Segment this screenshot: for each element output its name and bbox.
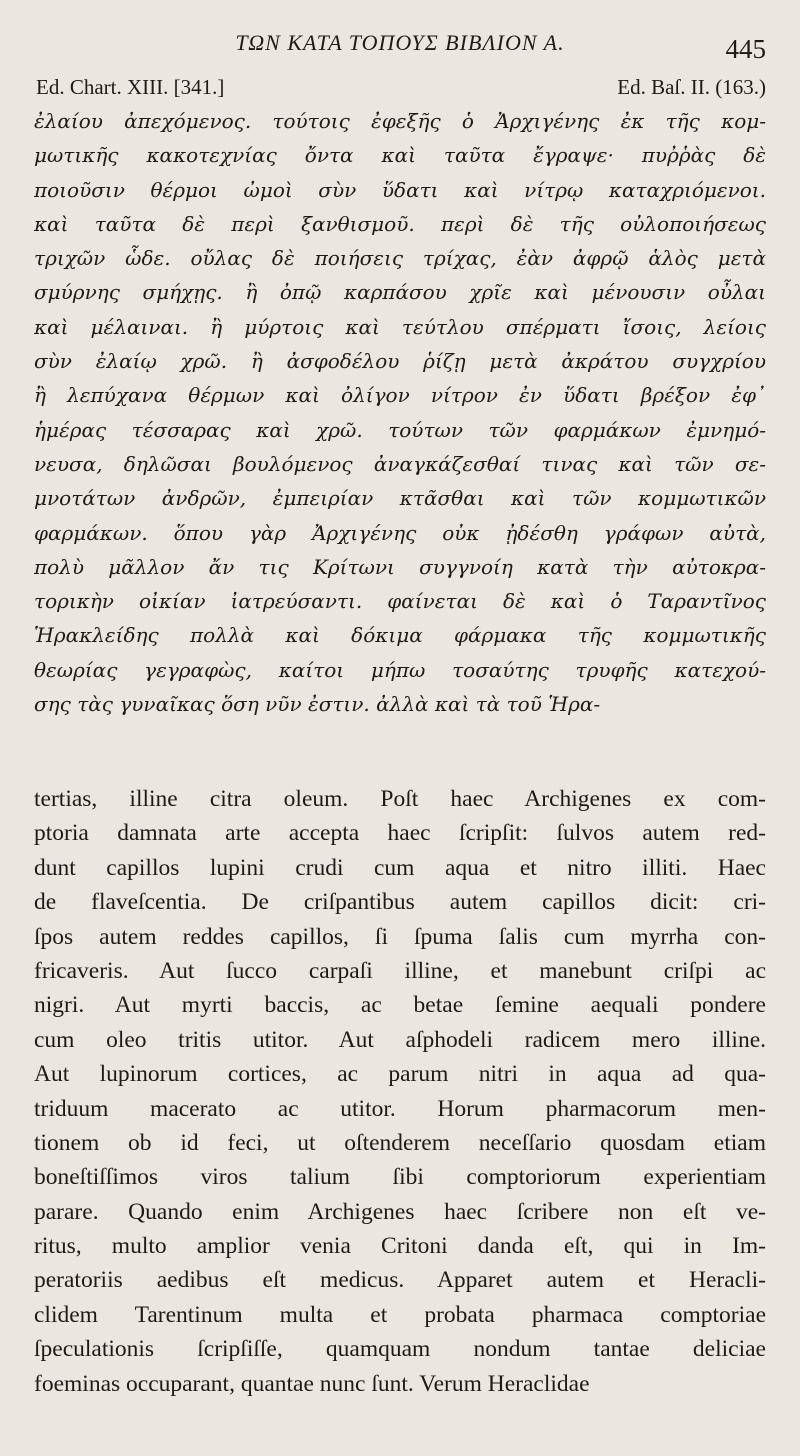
- greek-text-line: φαρμάκων. ὅπου γὰρ Ἀρχιγένης οὐκ ᾐδέσθη γράφων αὐτὰ,: [34, 520, 766, 545]
- edition-chartier: Ed. Chart. XIII. [341.]: [36, 75, 225, 99]
- greek-text-line: ἐλαίου ἀπεχόμενος. τούτοις ἐφεξῆς ὁ Ἀρχιγένης ἐκ τῆς κομ-: [34, 109, 766, 133]
- latin-text-line: de flaveſcentia. De criſpantibus autem capillos dicit: cri-: [34, 889, 766, 916]
- latin-text-line: ptoria damnata arte accepta haec ſcripſit: ſulvos autem red-: [34, 820, 766, 847]
- latin-text-line: nigri. Aut myrti baccis, ac betae ſemine aequali pondere: [34, 992, 766, 1019]
- latin-text-line: boneſtiſſimos viros talium ſibi comptoriorum experientiam: [34, 1164, 766, 1191]
- latin-text-line: ſpos autem reddes capillos, ſi ſpuma ſalis cum myrrha con-: [34, 923, 766, 950]
- edition-line: [36, 75, 766, 100]
- greek-text-line: ποιοῦσιν θέρμοι ὠμοὶ σὺν ὕδατι καὶ νίτρῳ καταχριόμενοι.: [34, 177, 766, 202]
- latin-text-line: dunt capillos lupini crudi cum aqua et nitro illiti. Haec: [34, 854, 766, 881]
- greek-text-line: τορικὴν οἰκίαν ἰατρεύσαντι. φαίνεται δὲ καὶ ὁ Ταραντῖνος: [34, 589, 766, 614]
- greek-text-line: ἡμέρας τέσσαρας καὶ χρῶ. τούτων τῶν φαρμάκων ἐμνημό-: [34, 417, 766, 442]
- latin-text-line: foeminas occuparant, quantae nunc ſunt. Verum Heraclidae: [34, 1370, 590, 1397]
- latin-text-line: ſpeculationis ſcripſiſſe, quamquam nondum tantae deliciae: [34, 1336, 766, 1363]
- latin-text-line: tertias, illine citra oleum. Poſt haec Archigenes ex com-: [34, 786, 766, 812]
- latin-text-line: clidem Tarentinum multa et probata pharmaca comptoriae: [34, 1301, 766, 1328]
- latin-text-line: ritus, multo amplior venia Critoni danda eſt, qui in Im-: [34, 1233, 766, 1260]
- greek-text-line: Ἡρακλείδης πολλὰ καὶ δόκιμα φάρμακα τῆς κομμωτικῆς: [34, 623, 766, 648]
- greek-text-line: μνοτάτων ἀνδρῶν, ἐμπειρίαν κτᾶσθαι καὶ τῶν κομμωτικῶν: [34, 486, 766, 511]
- greek-text-line: καὶ μέλαιναι. ἢ μύρτοις καὶ τεύτλου σπέρματι ἴσοις, λείοις: [34, 314, 766, 339]
- page-number: 445: [725, 34, 766, 64]
- greek-text-line: καὶ ταῦτα δὲ περὶ ξανθισμοῦ. περὶ δὲ τῆς οὐλοποιήσεως: [34, 211, 766, 236]
- greek-text-line: θεωρίας γεγραφὼς, καίτοι μήπω τοσαύτης τρυφῆς κατεχού-: [34, 657, 766, 682]
- greek-text-block: [34, 104, 766, 721]
- greek-text-line: τριχῶν ὧδε. οὔλας δὲ ποιήσεις τρίχας, ἐὰν ἀφρῷ ἁλὸς μετὰ: [34, 246, 766, 271]
- latin-text-block: [34, 782, 766, 1401]
- greek-text-line: μωτικῆς κακοτεχνίας ὄντα καὶ ταῦτα ἔγραψε· πυῤῥὰς δὲ: [34, 143, 766, 168]
- latin-text-line: tionem ob id feci, ut oſtenderem neceſſario quosdam etiam: [34, 1129, 766, 1156]
- latin-text-line: parare. Quando enim Archigenes haec ſcribere non eſt ve-: [34, 1198, 766, 1225]
- greek-text-line: σὺν ἐλαίῳ χρῶ. ἢ ἀσφοδέλου ῥίζῃ μετὰ ἀκράτου συγχρίου: [34, 349, 766, 374]
- latin-text-line: triduum macerato ac utitor. Horum pharmacorum men-: [34, 1095, 766, 1122]
- latin-text-line: Aut lupinorum cortices, ac parum nitri in aqua ad qua-: [34, 1061, 766, 1088]
- greek-text-line: σης τὰς γυναῖκας ὅση νῦν ἐστιν. ἀλλὰ καὶ τὰ τοῦ Ἡρα-: [34, 692, 601, 717]
- latin-text-line: fricaveris. Aut ſucco carpaſi illine, et manebunt criſpi ac: [34, 957, 766, 984]
- greek-text-line: νευσα, δηλῶσαι βουλόμενος ἀναγκάζεσθαί τινας καὶ τῶν σε-: [34, 451, 766, 476]
- greek-text-line: ἢ λεπύχανα θέρμων καὶ ὀλίγον νίτρον ἐν ὕδατι βρέξον ἐφ᾽: [34, 383, 766, 408]
- greek-text-line: πολὺ μᾶλλον ἄν τις Κρίτωνι συγγνοίη κατὰ τὴν αὐτοκρα-: [34, 554, 766, 579]
- edition-basel: Ed. Baſ. II. (163.): [617, 75, 766, 99]
- latin-text-line: cum oleo tritis utitor. Aut aſphodeli radicem mero illine.: [34, 1026, 766, 1053]
- running-title: ΤΩΝ ΚΑΤΑ ΤΟΠΟΥΣ ΒΙΒΛΙΟΝ Α.: [235, 30, 565, 55]
- latin-text-line: peratoriis aedibus eſt medicus. Apparet autem et Heracli-: [34, 1267, 766, 1294]
- greek-text-line: σμύρνης σμήχῃς. ἢ ὀπῷ καρπάσου χρῖε καὶ μένουσιν οὖλαι: [34, 280, 766, 305]
